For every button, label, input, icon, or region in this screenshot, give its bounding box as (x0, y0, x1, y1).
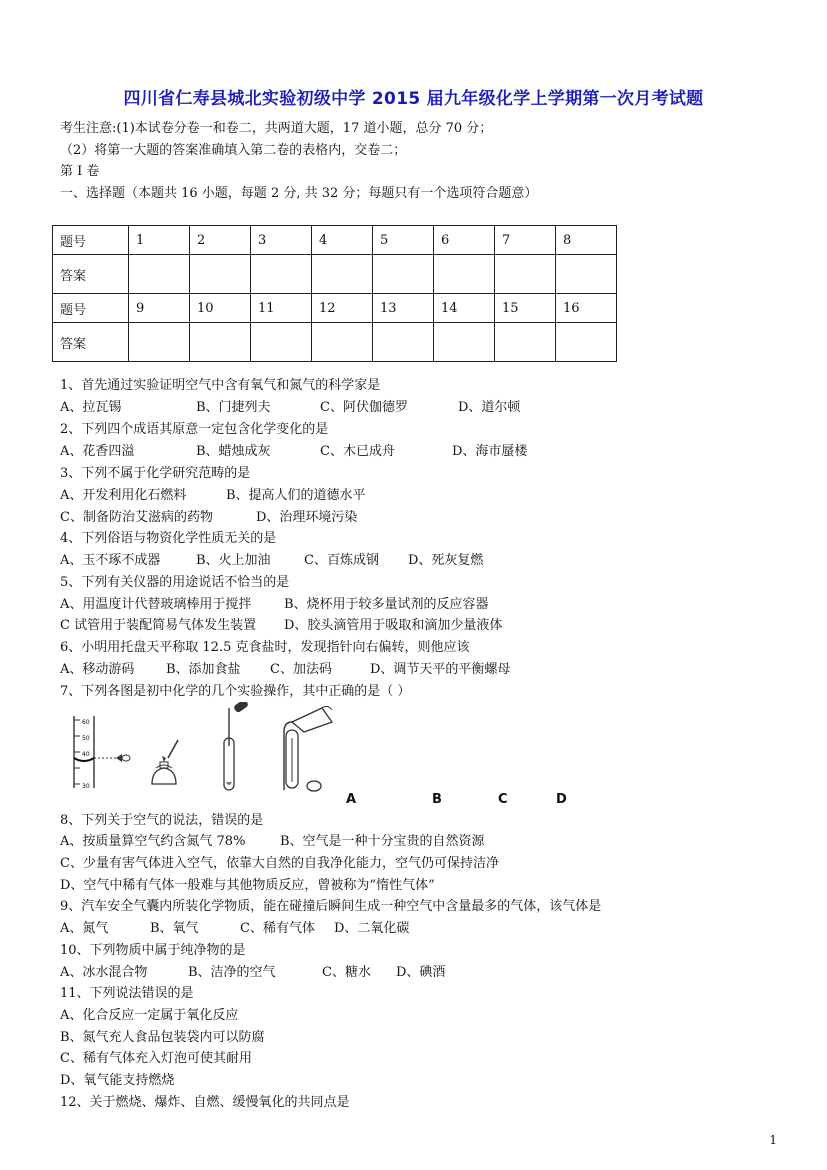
q2-option-c[interactable]: C、木已成舟 (320, 444, 395, 459)
q4-option-d[interactable]: D、死灰复燃 (408, 553, 484, 568)
answer-cell[interactable] (495, 255, 556, 294)
q3-option-b[interactable]: B、提高人们的道德水平 (226, 488, 366, 503)
q10-option-a[interactable]: A、冰水混合物 (60, 965, 148, 980)
q11-option-a[interactable]: A、化合反应一定属于氧化反应 (60, 1008, 239, 1023)
q10-option-b[interactable]: B、洁净的空气 (188, 965, 276, 980)
q5-option-c[interactable]: C 试管用于装配简易气体发生装置 (60, 618, 257, 633)
figure-label-b[interactable]: B (432, 792, 442, 807)
table-row (53, 255, 617, 294)
q5-option-a[interactable]: A、用温度计代替玻璃棒用于搅拌 (60, 597, 252, 612)
q8-option-a[interactable]: A、按质量算空气约含氮气 78% (60, 834, 246, 849)
q3-option-c[interactable]: C、制备防治艾滋病的药物 (60, 510, 213, 525)
tick-label: 30 (82, 783, 90, 790)
answer-cell[interactable] (129, 255, 190, 294)
q8-option-d[interactable]: D、空气中稀有气体一般难与其他物质反应，曾被称为“惰性气体” (60, 878, 435, 893)
q4-option-c[interactable]: C、百炼成钢 (304, 553, 379, 568)
q5-option-d[interactable]: D、胶头滴管用于吸取和滴加少量液体 (284, 618, 503, 633)
q11-option-b[interactable]: B、氮气充人食品包装袋内可以防腐 (60, 1030, 265, 1045)
q5-option-b[interactable]: B、烧杯用于较多量试剂的反应容器 (284, 597, 489, 612)
q11-option-d[interactable]: D、氧气能支持燃烧 (60, 1073, 175, 1088)
table-cell-label: 答案 (53, 255, 129, 294)
table-cell: 4 (312, 226, 373, 255)
q6-option-a[interactable]: A、移动游码 (60, 662, 135, 677)
q2-option-b[interactable]: B、蜡烛成灰 (196, 444, 271, 459)
table-cell: 11 (251, 294, 312, 323)
answer-cell[interactable] (495, 323, 556, 362)
answer-cell[interactable] (312, 323, 373, 362)
note-line-2: （2）将第一大题的答案准确填入第二卷的表格内，交卷二； (60, 143, 407, 158)
q1-option-b[interactable]: B、门捷列夫 (196, 400, 271, 415)
table-cell: 6 (434, 226, 495, 255)
alcohol-lamp-lighting (152, 740, 178, 784)
answer-cell[interactable] (556, 323, 617, 362)
answer-cell[interactable] (251, 255, 312, 294)
answer-cell[interactable] (190, 323, 251, 362)
q10-option-d[interactable]: D、碘酒 (396, 965, 446, 980)
table-cell: 16 (556, 294, 617, 323)
q9-option-c[interactable]: C、稀有气体 (240, 921, 315, 936)
question-9-stem: 9、汽车安全气囊内所装化学物质，能在碰撞后瞬间生成一种空气中含量最多的气体，该气体是 (60, 899, 602, 914)
question-6-stem: 6、小明用托盘天平称取 12.5 克食盐时，发现指针向右偏转，则他应该 (60, 640, 470, 655)
tick-label: 40 (82, 751, 90, 758)
question-1-stem: 1、首先通过实验证明空气中含有氧气和氮气的科学家是 (60, 378, 381, 393)
table-row (53, 294, 617, 323)
table-cell: 14 (434, 294, 495, 323)
note-line-1: 考生注意:(1)本试卷分卷一和卷二，共两道大题，17 道小题，总分 70 分； (60, 121, 493, 136)
table-row (53, 226, 617, 255)
table-row (53, 323, 617, 362)
q11-option-c[interactable]: C、稀有气体充入灯泡可使其耐用 (60, 1051, 252, 1066)
answer-cell[interactable] (373, 255, 434, 294)
question-2-stem: 2、下列四个成语其原意一定包含化学变化的是 (60, 422, 329, 437)
question-12-stem: 12、关于燃烧、爆炸、自燃、缓慢氧化的共同点是 (60, 1095, 350, 1110)
figure-label-d[interactable]: D (556, 792, 567, 807)
question-11-stem: 11、下列说法错误的是 (60, 986, 194, 1001)
q1-option-a[interactable]: A、拉瓦锡 (60, 400, 122, 415)
page-number: 1 (769, 1133, 777, 1147)
answer-cell[interactable] (434, 323, 495, 362)
q4-option-a[interactable]: A、玉不琢不成器 (60, 553, 161, 568)
table-cell: 12 (312, 294, 373, 323)
answer-table (52, 225, 617, 362)
graduated-cylinder-reading (74, 716, 130, 790)
answer-cell[interactable] (312, 255, 373, 294)
answer-cell[interactable] (373, 323, 434, 362)
q3-option-a[interactable]: A、开发利用化石燃料 (60, 488, 187, 503)
answer-cell[interactable] (251, 323, 312, 362)
q6-option-c[interactable]: C、加法码 (270, 662, 332, 677)
question-7-stem: 7、下列各图是初中化学的几个实验操作，其中正确的是（ ） (60, 684, 411, 699)
table-cell: 3 (251, 226, 312, 255)
pouring-liquid-into-tube (284, 706, 332, 791)
q9-option-b[interactable]: B、氧气 (150, 921, 199, 936)
table-cell: 10 (190, 294, 251, 323)
figure-label-c[interactable]: C (498, 792, 508, 807)
q9-option-a[interactable]: A、氮气 (60, 921, 109, 936)
answer-cell[interactable] (190, 255, 251, 294)
q2-option-d[interactable]: D、海市蜃楼 (452, 444, 528, 459)
answer-cell[interactable] (434, 255, 495, 294)
figure-label-a[interactable]: A (346, 792, 357, 807)
q9-option-d[interactable]: D、二氧化碳 (334, 921, 410, 936)
q6-option-b[interactable]: B、添加食盐 (166, 662, 241, 677)
tick-label: 50 (82, 735, 90, 742)
table-cell: 2 (190, 226, 251, 255)
table-cell: 15 (495, 294, 556, 323)
q4-option-b[interactable]: B、火上加油 (196, 553, 271, 568)
section-heading: 一、选择题（本题共 16 小题，每题 2 分, 共 32 分；每题只有一个选项符合题意） (60, 186, 538, 201)
lab-operations-figure (60, 702, 360, 794)
q8-option-c[interactable]: C、少量有害气体进入空气，依靠大自然的自我净化能力，空气仍可保持洁净 (60, 856, 499, 871)
table-cell-label: 题号 (53, 226, 129, 255)
q1-option-d[interactable]: D、道尔顿 (458, 400, 521, 415)
question-8-stem: 8、下列关于空气的说法，错误的是 (60, 813, 264, 828)
table-cell-label: 答案 (53, 323, 129, 362)
tick-label: 60 (82, 719, 90, 726)
q8-option-b[interactable]: B、空气是一种十分宝贵的自然资源 (280, 834, 485, 849)
q10-option-c[interactable]: C、糖水 (322, 965, 371, 980)
answer-cell[interactable] (556, 255, 617, 294)
question-3-stem: 3、下列不属于化学研究范畴的是 (60, 466, 251, 481)
q3-option-d[interactable]: D、治理环境污染 (256, 510, 358, 525)
q2-option-a[interactable]: A、花香四溢 (60, 444, 135, 459)
q1-option-c[interactable]: C、阿伏伽德罗 (320, 400, 408, 415)
volume-label: 第 I 卷 (60, 164, 100, 179)
q6-option-d[interactable]: D、调节天平的平衡螺母 (370, 662, 511, 677)
question-10-stem: 10、下列物质中属于纯净物的是 (60, 943, 246, 958)
table-cell: 8 (556, 226, 617, 255)
table-cell: 13 (373, 294, 434, 323)
table-cell: 1 (129, 226, 190, 255)
table-cell: 5 (373, 226, 434, 255)
table-cell: 7 (495, 226, 556, 255)
dropper-into-test-tube (224, 702, 249, 790)
question-5-stem: 5、下列有关仪器的用途说话不恰当的是 (60, 575, 290, 590)
table-cell-label: 题号 (53, 294, 129, 323)
answer-cell[interactable] (129, 323, 190, 362)
exam-title: 四川省仁寿县城北实验初级中学 2015 届九年级化学上学期第一次月考试题 (123, 89, 704, 109)
table-cell: 9 (129, 294, 190, 323)
question-4-stem: 4、下列俗语与物资化学性质无关的是 (60, 531, 277, 546)
